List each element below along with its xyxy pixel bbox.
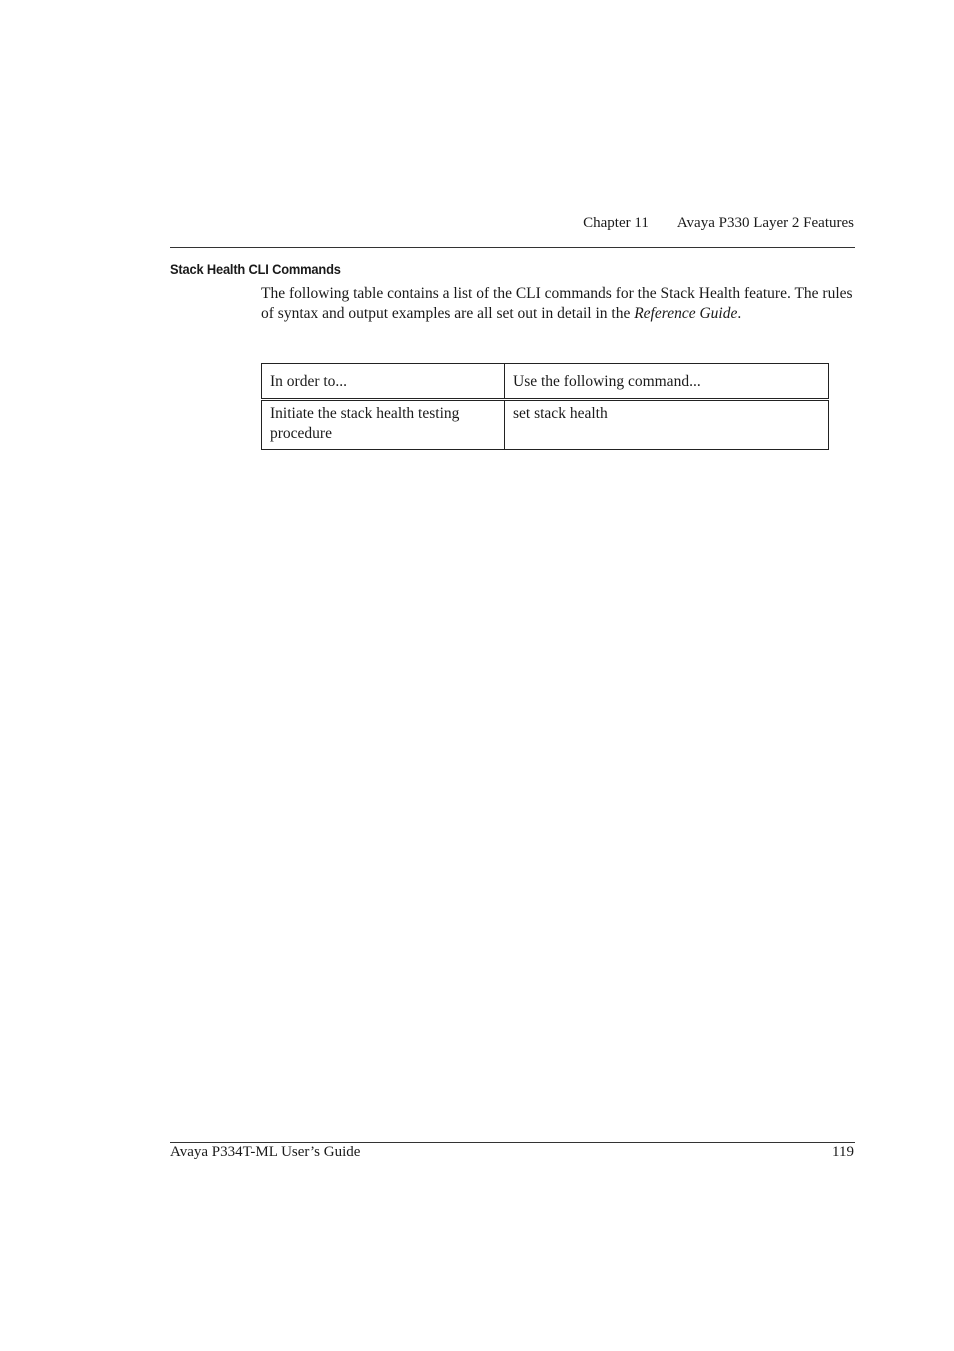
intro-text: The following table contains a list of the CLI commands for the Stack Health feature. The rules of syntax and output examples are all set out in detail in the: [261, 285, 853, 322]
footer-doc-title: Avaya P334T-ML User’s Guide: [170, 1144, 361, 1160]
chapter-number: Chapter 11: [583, 215, 649, 231]
section-heading: Stack Health CLI Commands: [170, 261, 341, 277]
cli-commands-table: [261, 363, 829, 450]
running-header: [583, 215, 854, 232]
column-header-command: Use the following command...: [505, 364, 829, 400]
intro-end: .: [737, 304, 742, 322]
column-header-action: In order to...: [262, 364, 505, 400]
row-action: Initiate the stack health testing procedure: [262, 400, 505, 450]
table-row: [262, 400, 829, 450]
chapter-title: Avaya P330 Layer 2 Features: [676, 215, 854, 231]
footer-rule: [170, 1142, 855, 1143]
intro-paragraph: [261, 284, 855, 323]
row-command: set stack health: [505, 400, 829, 450]
header-rule: [170, 247, 855, 248]
page-number: 119: [832, 1144, 854, 1160]
reference-guide-title: Reference Guide: [634, 304, 738, 322]
table-header-row: [262, 364, 829, 400]
